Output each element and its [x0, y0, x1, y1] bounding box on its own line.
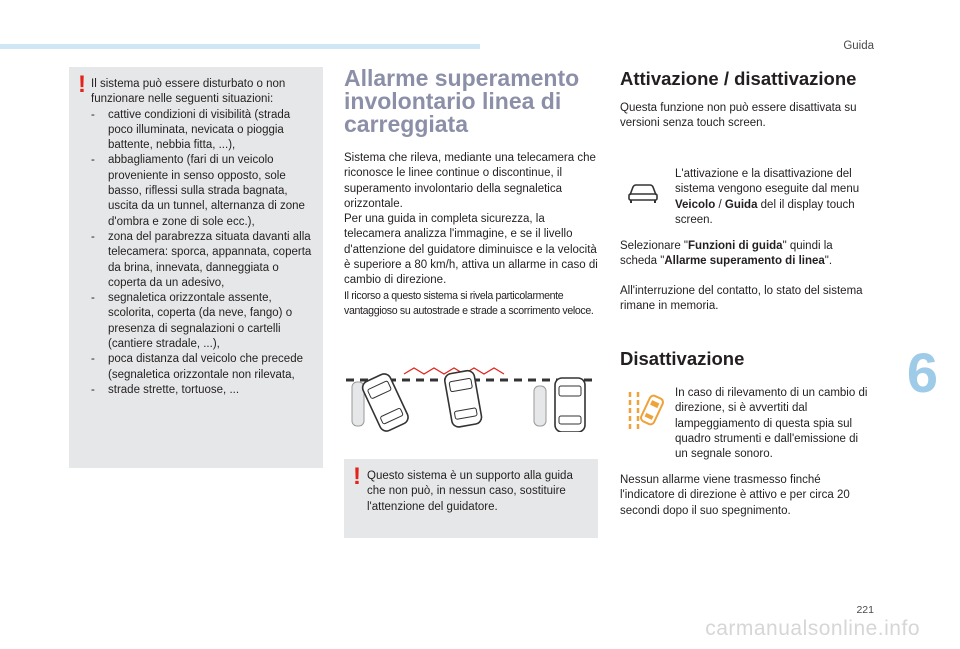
list-item: - segnaletica orizzontale assente, scolorita, coperta (da neve, fango) o presenza di segnalazioni o cartelli (cantiere stradale, ...),: [91, 292, 293, 351]
paragraph: Questa funzione non può essere disattivata su versioni senza touch screen.: [620, 102, 857, 130]
limitations-list: [91, 108, 316, 399]
activation-menu-text: L'attivazione e la disattivazione del sistema vengono eseguite dal menu Veicolo / Guida del il display touch screen.: [675, 168, 860, 226]
paragraph: In caso di rilevamento di un cambio di direzione, si è avvertiti dal lampeggiamento di questa spia sul quadro strumenti e dall'emissione di un segnale sonoro.: [675, 387, 868, 461]
paragraph: Il ricorso a questo sistema si rivela particolarmente vantaggioso su autostrade e strade a scorrimento veloce.: [344, 289, 594, 317]
exclamation-icon: !: [78, 71, 86, 98]
list-item: - strade strette, tortuose, ...: [91, 383, 240, 396]
heading-activation: Attivazione / disattivazione: [620, 68, 857, 89]
watermark: carmanualsonline.info: [705, 617, 920, 640]
chapter-number: 6: [906, 341, 938, 404]
paragraph: Nessun allarme viene trasmesso finché l'indicatore di direzione è attivo e per circa 20 secondi dopo il suo spegnimento.: [620, 474, 850, 517]
list-item: - poca distanza dal veicolo che precede (segnaletica orizzontale non rilevata,: [91, 353, 303, 381]
warning-text: Questo sistema è un supporto alla guida che non può, in nessun caso, sostituire l'attenzione del guidatore.: [367, 470, 573, 513]
heading-deactivation: Disattivazione: [620, 348, 745, 369]
list-item: - abbagliamento (fari di un veicolo proveniente in senso opposto, sole basso, riflessi sulla strada bagnata, uscita da un tunnel, alternanza di zone d'ombra e zone di sole ecc.),: [91, 154, 305, 228]
paragraph: Per una guida in completa sicurezza, la telecamera analizza l'immagine, e se il livello d'attenzione del guidatore diminuisce e la velocità è superiore a 80 km/h, attiva un allarme in caso di cambio di direzione.: [344, 213, 598, 287]
warning-box-driver-attention: [344, 459, 598, 538]
list-item: - cattive condizioni di visibilità (strada poco illuminata, nevicata o pioggia battente, nebbia fitta, ...),: [91, 108, 291, 152]
section-title: Guida: [843, 40, 874, 52]
page-number: 221: [856, 604, 874, 616]
lane-warning-lamp-icon: [626, 390, 664, 432]
paragraph: Sistema che rileva, mediante una telecamera che riconosce le linee continue o discontinue, il superamento involontario della segnaletica orizzontale.: [344, 152, 596, 210]
list-item: - zona del parabrezza situata davanti alla telecamera: sporca, appannata, coperta da brina, innevata, danneggiata o coperta da un adesivo,: [91, 230, 312, 289]
car-icon: [627, 180, 659, 204]
select-instruction: Selezionare "Funzioni di guida" quindi la scheda "Allarme superamento di linea".: [620, 240, 833, 268]
exclamation-icon: !: [353, 463, 361, 490]
header-bar: [0, 44, 480, 49]
paragraph: All'interruzione del contatto, lo stato del sistema rimane in memoria.: [620, 285, 863, 313]
warning-intro: Il sistema può essere disturbato o non funzionare nelle seguenti situazioni:: [91, 78, 286, 106]
cars-crossing-lane-illustration: [344, 352, 599, 432]
section-heading: Allarme superamento involontario linea di carreggiata: [344, 65, 580, 137]
warning-box-limitations: [69, 67, 323, 468]
lane-departure-section: [344, 67, 602, 319]
